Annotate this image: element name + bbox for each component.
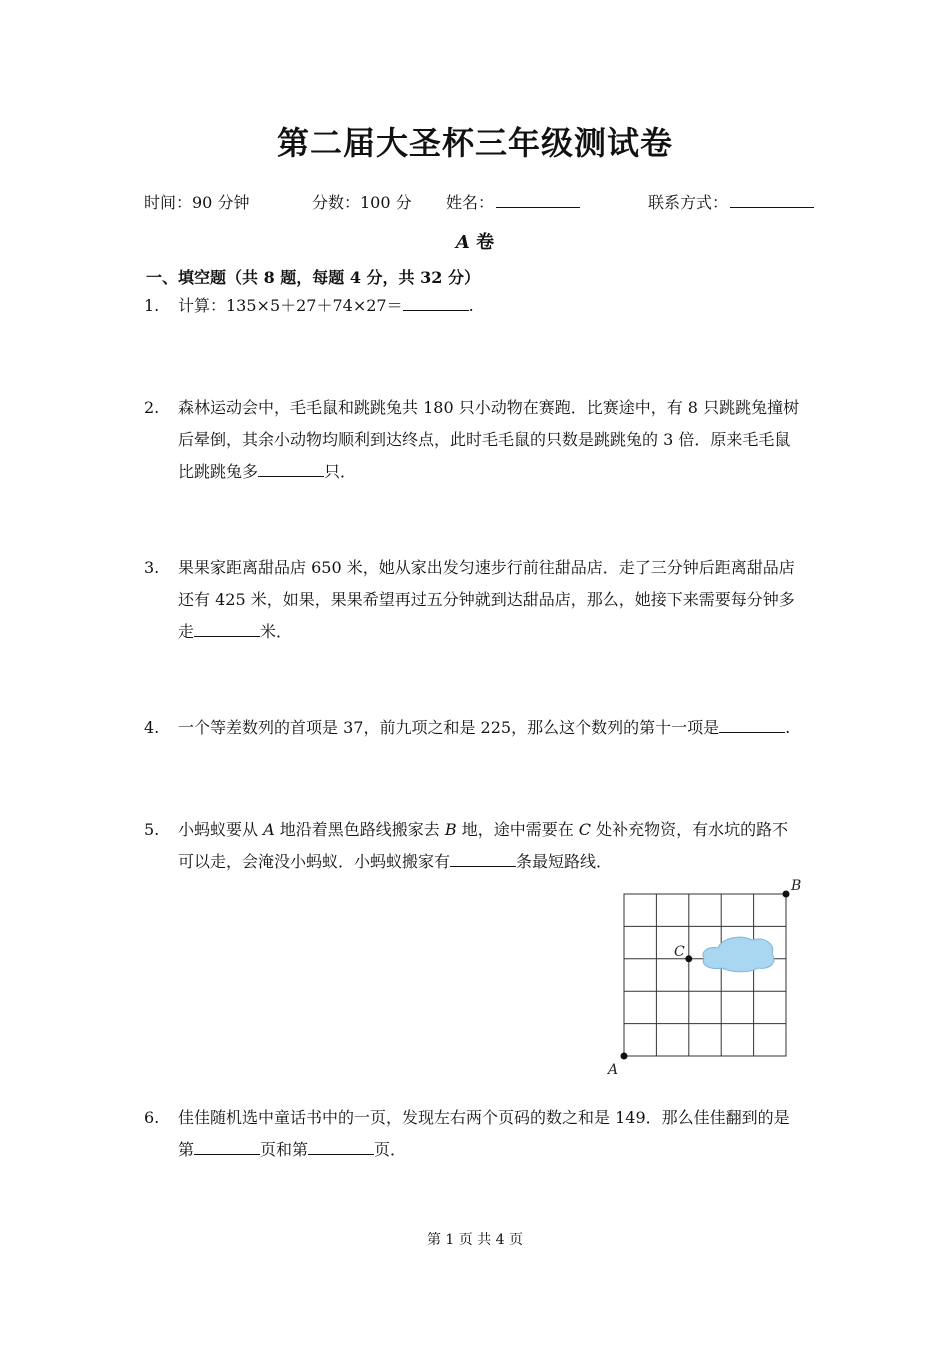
question-number: 4. (144, 718, 160, 737)
q2-line1: 森林运动会中，毛毛鼠和跳跳兔共 180 只小动物在赛跑．比赛途中，有 8 只跳跳兔撞树 (178, 398, 800, 417)
q4-prefix: 一个等差数列的首项是 37，前九项之和是 225，那么这个数列的第十一项是 (178, 718, 720, 737)
meta-name-label: 姓名： (446, 193, 495, 212)
question-5-text (178, 814, 810, 878)
q5-l1b: 地沿着黑色路线搬家去 (274, 820, 445, 839)
q6-l2b: 页和第 (260, 1140, 309, 1159)
answer-blank (308, 1140, 374, 1155)
q5-line2-prefix: 可以走，会淹没小蚂蚁．小蚂蚁搬家有 (178, 852, 451, 871)
q4-suffix: . (785, 718, 791, 737)
question-3-text (178, 552, 810, 648)
q6-line1: 佳佳随机选中童话书中的一页，发现左右两个页码的数之和是 149．那么佳佳翻到的是 (178, 1108, 790, 1127)
point-b-dot (783, 891, 790, 898)
q5-l1c: 地，途中需要在 (456, 820, 579, 839)
q5-line2-suffix: 条最短路线． (516, 852, 613, 871)
grid-border (624, 894, 786, 1056)
q3-line3-suffix: 米． (260, 622, 293, 641)
page-footer: 第 1 页 共 4 页 (426, 1232, 524, 1248)
q1-prefix: 计算：135×5＋27＋74×27＝ (178, 296, 403, 315)
q6-l2a: 第 (178, 1140, 195, 1159)
answer-blank (194, 1140, 260, 1155)
point-a-dot (621, 1053, 628, 1060)
q3-line3-prefix: 走 (178, 622, 195, 641)
q2-line3 (178, 456, 810, 488)
question-4-text (178, 712, 810, 744)
label-a: A (608, 1062, 619, 1078)
meta-contact (648, 190, 814, 213)
meta-score: 分数：100 分 (312, 193, 412, 212)
q2-line3-suffix: 只． (324, 462, 357, 481)
water-puddle (703, 937, 774, 972)
question-number: 3. (144, 558, 160, 577)
meta-contact-label: 联系方式： (648, 193, 729, 212)
q5-line1 (178, 814, 810, 846)
q3-line1: 果果家距离甜品店 650 米，她从家出发匀速步行前往甜品店．走了三分钟后距离甜品店 (178, 558, 795, 577)
q5-l1d: 处补充物资，有水坑的路不 (591, 820, 789, 839)
q6-line2 (178, 1134, 810, 1166)
paper-suffix: 卷 (469, 232, 495, 253)
question-2-text (178, 392, 810, 488)
meta-time: 时间：90 分钟 (144, 193, 250, 212)
q5-l1a: 小蚂蚁要从 (178, 820, 264, 839)
paper-letter: A (455, 232, 470, 253)
question-number: 1. (144, 296, 160, 315)
question-number: 5. (144, 820, 160, 839)
q5-point-b: B (444, 820, 457, 839)
answer-blank (450, 852, 516, 867)
q5-point-c: C (578, 820, 592, 839)
question-number: 2. (144, 398, 160, 417)
name-blank (496, 193, 580, 208)
q6-l2c: 页． (374, 1140, 407, 1159)
q2-line2: 后晕倒，其余小动物均顺利到达终点，此时毛毛鼠的只数是跳跳兔的 3 倍．原来毛毛鼠 (178, 430, 791, 449)
point-c-dot (685, 955, 692, 962)
label-b: B (791, 878, 802, 894)
answer-blank (403, 296, 469, 311)
paper-label (0, 228, 950, 254)
contact-blank (730, 193, 814, 208)
route-grid-diagram (600, 872, 810, 1082)
q2-line3-prefix: 比跳跳兔多 (178, 462, 259, 481)
q3-line2: 还有 425 米，如果，果果希望再过五分钟就到达甜品店，那么，她接下来需要每分钟多 (178, 590, 795, 609)
answer-blank (194, 622, 260, 637)
q5-point-a: A (263, 820, 275, 839)
grid-lines (624, 894, 786, 1056)
section-heading: 一、填空题（共 8 题，每题 4 分，共 32 分） (146, 268, 480, 287)
q3-line3 (178, 616, 810, 648)
answer-blank (258, 462, 324, 477)
meta-name (446, 190, 580, 213)
question-number: 6. (144, 1108, 160, 1127)
q1-suffix: . (468, 296, 474, 315)
answer-blank (719, 718, 785, 733)
question-6-text (178, 1102, 810, 1166)
page-title: 第二届大圣杯三年级测试卷 (276, 124, 673, 162)
question-1-text (178, 290, 810, 322)
label-c: C (674, 944, 685, 960)
